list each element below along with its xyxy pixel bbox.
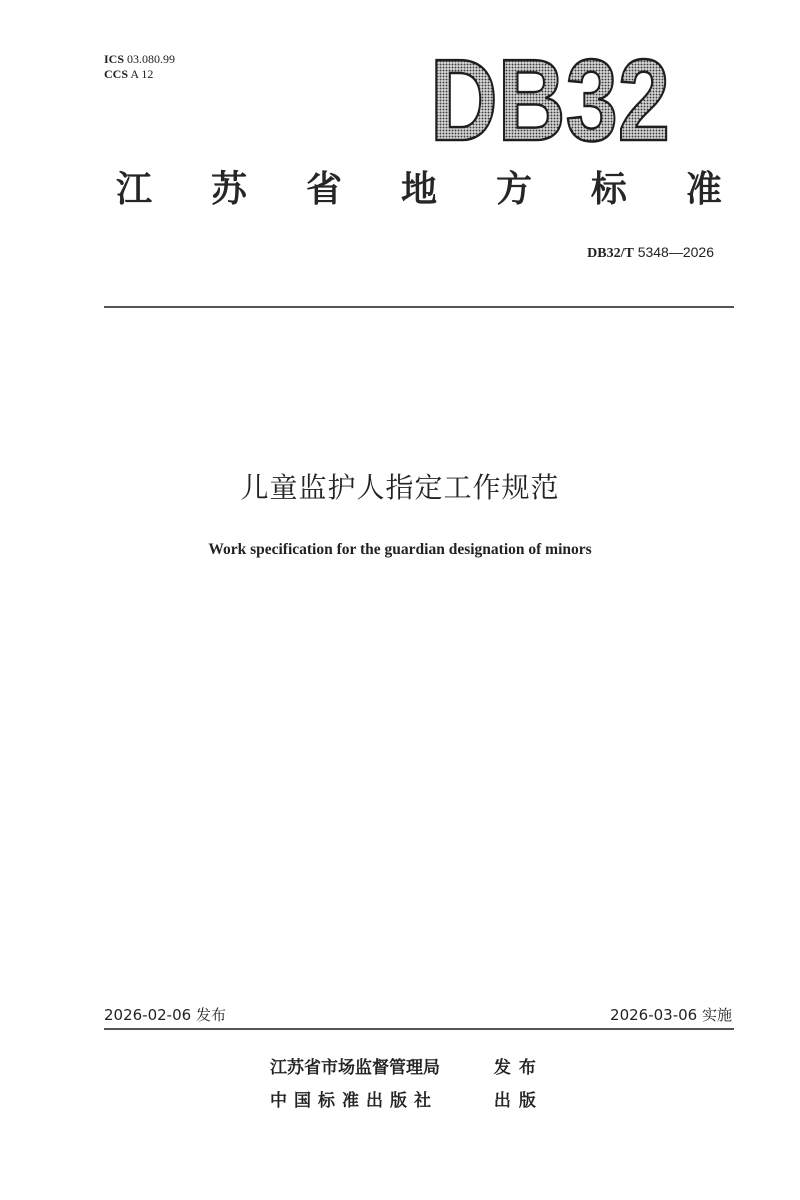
db32-logo-text: DB32 <box>430 35 670 165</box>
standard-number <box>587 244 714 262</box>
standard-code: DB32/T <box>587 246 634 261</box>
ics-value: 03.080.99 <box>127 52 176 66</box>
release-date: 2026-02-06 发布 <box>104 1006 226 1024</box>
bottom-divider <box>104 1028 734 1030</box>
db32-logo <box>430 35 690 165</box>
implementation-date: 2026-03-06 实施 <box>610 1006 732 1024</box>
ics-label: ICS <box>104 52 125 66</box>
standard-type-char: 省 <box>305 169 342 210</box>
issuer-row <box>270 1053 544 1078</box>
ccs-line <box>104 67 175 82</box>
ccs-value: A 12 <box>130 67 154 81</box>
standard-type-title <box>104 168 734 212</box>
standard-type-char: 准 <box>685 169 722 210</box>
publisher-role: 出版 <box>493 1091 544 1111</box>
standard-type-char: 方 <box>495 169 532 210</box>
ccs-label: CCS <box>104 67 129 81</box>
top-divider <box>104 306 734 308</box>
standard-type-char: 江 <box>116 169 153 210</box>
db32-logo-graphic <box>430 35 690 165</box>
issuer-name: 江苏省市场监督管理局 <box>270 1058 440 1078</box>
document-title-english: Work specification for the guardian designation of minors <box>208 541 592 558</box>
standard-type-char: 苏 <box>210 169 247 210</box>
standard-type-char: 地 <box>400 169 437 210</box>
document-title-chinese: 儿童监护人指定工作规范 <box>240 471 560 504</box>
ics-line <box>104 52 175 67</box>
standard-serial: 5348—2026 <box>637 244 714 260</box>
standard-type-char: 标 <box>590 169 627 210</box>
issuer-role: 发布 <box>493 1058 544 1078</box>
classification-codes <box>104 52 175 82</box>
publisher-row <box>270 1086 544 1111</box>
publisher-name: 中国标准出版社 <box>270 1091 438 1111</box>
